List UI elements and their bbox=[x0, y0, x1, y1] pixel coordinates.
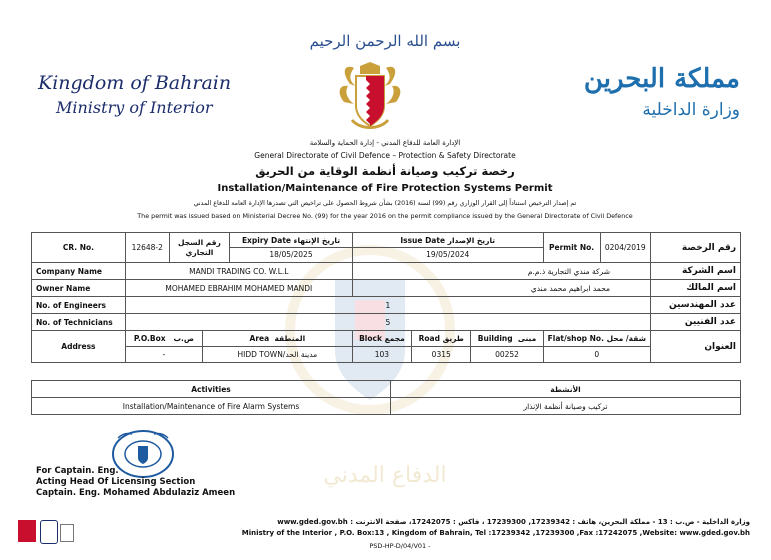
ministry-en: Ministry of Interior bbox=[56, 98, 213, 117]
activities-label-en: Activities bbox=[32, 381, 391, 398]
certification-logo-icon bbox=[18, 520, 36, 542]
footer-ar: وزارة الداخلية - ص.ب : 13 - مملكة البحرين، هاتف : 17239342, 17239300 ، فاكس : 17242075، صفحة الانترنت : www.gded.gov.bh bbox=[277, 518, 750, 526]
technicians-label: No. of Technicians bbox=[32, 314, 126, 331]
technicians-label-ar: عدد الفنيين bbox=[650, 314, 740, 331]
activities-header-row bbox=[32, 381, 741, 398]
block-value: 103 bbox=[352, 347, 411, 363]
area-header bbox=[202, 331, 352, 347]
expiry-label-box bbox=[230, 234, 352, 248]
doc-code: PSD-HP-D/04/V01 - bbox=[369, 542, 431, 550]
road-label-ar: طريق bbox=[442, 334, 464, 343]
area-label: Area bbox=[249, 334, 270, 343]
kingdom-en: Kingdom of Bahrain bbox=[38, 72, 232, 94]
engineers-row bbox=[32, 297, 741, 314]
technicians-value: 5 bbox=[125, 314, 650, 331]
company-row bbox=[32, 263, 741, 280]
title-en: Installation/Maintenance of Fire Protection Systems Permit bbox=[217, 183, 553, 194]
activities-value-en: Installation/Maintenance of Fire Alarm Systems bbox=[32, 398, 391, 415]
basis-en: The permit was issued based on Ministerial Decree No. (99) for the year 2016 on the permit compliance issued by the General Directorate of Civil Defence bbox=[137, 212, 633, 220]
title-ar: رخصة تركيب وصيانة أنظمة الوقاية من الحريق bbox=[255, 164, 515, 178]
flat-header bbox=[543, 331, 650, 347]
watermark-text: الدفاع المدني bbox=[323, 463, 447, 488]
block-label: Block bbox=[359, 334, 382, 343]
block-label-ar: مجمع bbox=[384, 334, 405, 343]
owner-label: Owner Name bbox=[32, 280, 126, 297]
owner-value-ar: محمد ابراهيم محمد مندي bbox=[352, 280, 650, 297]
road-header bbox=[412, 331, 471, 347]
permit-value: 0204/2019 bbox=[600, 233, 650, 263]
issue-value: 19/05/2024 bbox=[426, 249, 470, 259]
permit-label: Permit No. bbox=[543, 233, 600, 263]
signature-line-3: Captain. Eng. Mohamed Abdulaziz Ameen bbox=[36, 488, 236, 498]
pobox-label: P.O.Box bbox=[133, 334, 166, 343]
area-value: HIDD TOWN/مدينة الحد bbox=[202, 347, 352, 363]
company-label-ar: اسم الشركة bbox=[650, 263, 740, 280]
cr-label-ar: رقم السجل التجاري bbox=[169, 233, 230, 263]
flat-value: 0 bbox=[543, 347, 650, 363]
directorate-en: General Directorate of Civil Defence – Protection & Safety Directorate bbox=[254, 151, 516, 160]
pobox-value: - bbox=[125, 347, 202, 363]
building-label-ar: مبنى bbox=[517, 334, 537, 343]
activities-value-ar: تركيب وصيانة أنظمة الإنذار bbox=[391, 398, 741, 415]
activities-label-ar: الأنشطة bbox=[391, 381, 741, 398]
expiry-value: 18/05/2025 bbox=[269, 249, 313, 259]
issue-label: Issue Date bbox=[400, 235, 446, 245]
address-value-row bbox=[32, 347, 741, 363]
expiry-label: Expiry Date bbox=[241, 235, 291, 245]
company-label: Company Name bbox=[32, 263, 126, 280]
signature-line-1: For Captain. Eng. bbox=[36, 466, 119, 476]
expiry-cell bbox=[230, 233, 353, 263]
directorate-ar: الإدارة العامة للدفاع المدني - إدارة الحماية والسلامة bbox=[309, 139, 461, 147]
owner-label-ar: اسم المالك bbox=[650, 280, 740, 297]
pobox-header bbox=[125, 331, 202, 347]
engineers-value: 1 bbox=[125, 297, 650, 314]
building-value: 00252 bbox=[471, 347, 543, 363]
area-label-ar: المنطقة bbox=[274, 334, 306, 343]
flat-label-ar: شقة/ محل bbox=[606, 334, 646, 343]
permit-label-ar: رقم الرخصة bbox=[650, 233, 740, 263]
road-label: Road bbox=[418, 334, 440, 343]
issue-cell bbox=[352, 233, 543, 263]
cr-value: 12648-2 bbox=[125, 233, 169, 263]
bahrain-emblem-icon bbox=[336, 62, 404, 132]
engineers-label: No. of Engineers bbox=[32, 297, 126, 314]
issue-label-box bbox=[353, 234, 543, 248]
activities-table bbox=[31, 380, 741, 415]
block-header bbox=[352, 331, 411, 347]
permit-header-row bbox=[32, 233, 741, 263]
activities-value-row bbox=[32, 398, 741, 415]
ministry-ar: وزارة الداخلية bbox=[642, 100, 740, 120]
permit-table bbox=[31, 232, 741, 363]
road-value: 0315 bbox=[412, 347, 471, 363]
basis-ar: تم إصدار الترخيص استناداً إلى القرار الوزاري رقم (99) لسنة (2016) بشأن شروط الحصول على تراخيص التي تصدرها الإدارة العامة للدفاع المدني bbox=[193, 200, 577, 207]
basmala: بسم الله الرحمن الرحيم bbox=[309, 32, 461, 50]
kingdom-ar: مملكة البحرين bbox=[583, 64, 740, 94]
engineers-label-ar: عدد المهندسين bbox=[650, 297, 740, 314]
iso-badge-icon bbox=[60, 524, 74, 542]
cr-label: CR. No. bbox=[32, 233, 126, 263]
company-value-en: MANDI TRADING CO. W.L.L bbox=[125, 263, 352, 280]
footer-en: Ministry of the Interior , P.O. Box:13 , Kingdom of Bahrain, Tel :17239342 ,17239300 ,Fax :17242075 ,Website: www.gded.gov.bh bbox=[241, 529, 750, 537]
address-label-row bbox=[32, 331, 741, 347]
signature-block bbox=[36, 466, 235, 499]
company-value-ar: شركة مندي التجارية ذ.م.م bbox=[352, 263, 650, 280]
issue-label-ar: تاريخ الإصدار bbox=[447, 235, 496, 245]
address-label-ar: العنوان bbox=[650, 331, 740, 363]
pobox-label-ar: ص.ب bbox=[173, 334, 194, 343]
quality-mark-icon bbox=[40, 520, 58, 544]
owner-row bbox=[32, 280, 741, 297]
building-label: Building bbox=[477, 334, 513, 343]
owner-value-en: MOHAMED EBRAHIM MOHAMED MANDI bbox=[125, 280, 352, 297]
address-label: Address bbox=[32, 331, 126, 363]
flat-label: Flat/shop No. bbox=[547, 334, 604, 343]
signature-line-2: Acting Head Of Licensing Section bbox=[36, 477, 196, 487]
technicians-row bbox=[32, 314, 741, 331]
building-header bbox=[471, 331, 543, 347]
expiry-label-ar: تاريخ الإنتهاء bbox=[293, 235, 341, 245]
